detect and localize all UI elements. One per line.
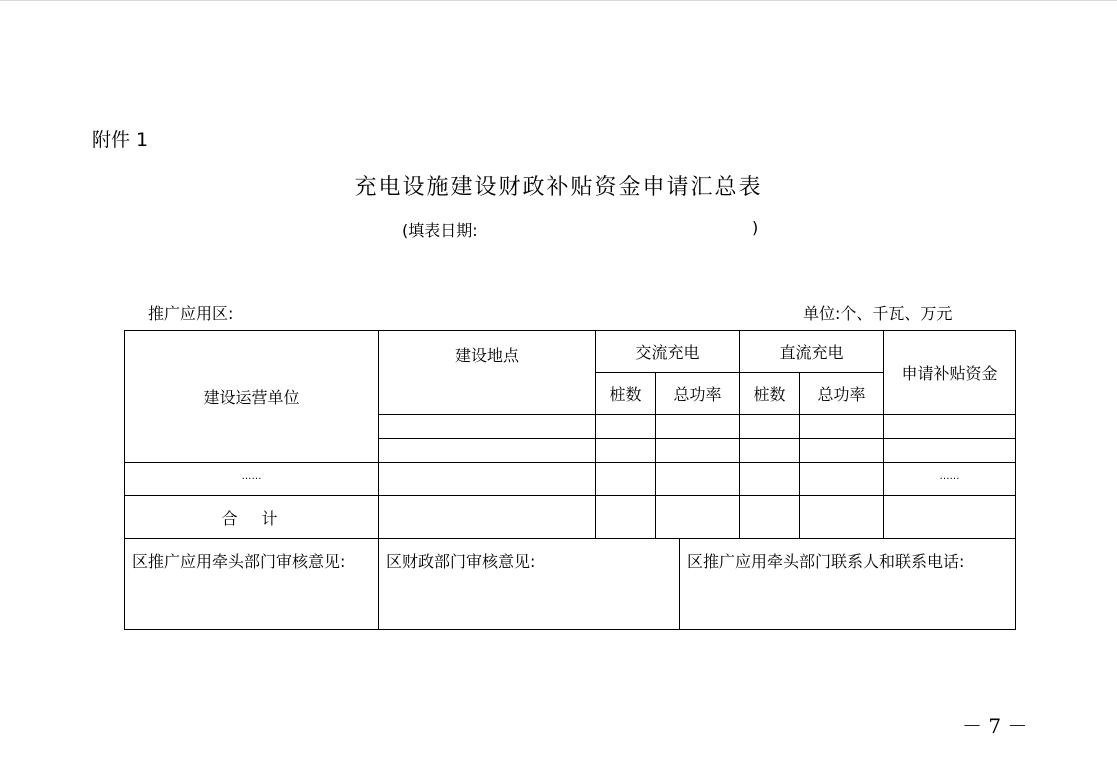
- unit-label: 单位:个、千瓦、万元: [803, 304, 953, 323]
- table-line: [378, 438, 1016, 439]
- top-rule: [0, 0, 1117, 1]
- contact-info: 区推广应用牵头部门联系人和联系电话:: [687, 552, 965, 571]
- finance-dept-review: 区财政部门审核意见:: [386, 552, 536, 571]
- header-subsidy: 申请补贴资金: [901, 364, 998, 383]
- header-dc-total-power: 总功率: [817, 385, 866, 404]
- attachment-label: 附件 1: [92, 129, 149, 151]
- header-ac-charging: 交流充电: [635, 343, 700, 362]
- header-ac-pile-count: 桩数: [609, 385, 642, 404]
- fill-date-close: ): [752, 218, 759, 237]
- header-ac-total-power: 总功率: [673, 385, 722, 404]
- region-label: 推广应用区:: [148, 304, 234, 323]
- total-label: 合 计: [221, 508, 282, 528]
- header-dc-pile-count: 桩数: [753, 385, 786, 404]
- header-operator: 建设运营单位: [203, 388, 300, 407]
- page-number: － 7 －: [962, 714, 1028, 738]
- ellipsis-subsidy: ……: [939, 470, 960, 482]
- page-title: 充电设施建设财政补贴资金申请汇总表: [354, 175, 763, 200]
- lead-dept-review: 区推广应用牵头部门审核意见:: [132, 552, 346, 571]
- header-dc-charging: 直流充电: [779, 343, 844, 362]
- header-location: 建设地点: [454, 346, 519, 365]
- fill-date-label: (填表日期:: [402, 221, 478, 240]
- ellipsis-operator: ……: [241, 470, 262, 482]
